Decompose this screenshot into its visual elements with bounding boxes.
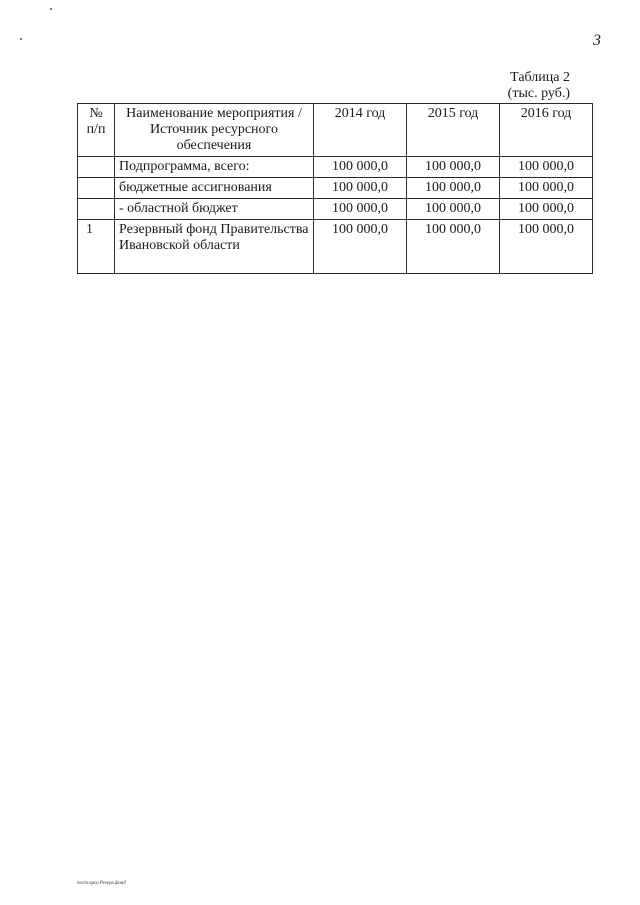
table-caption [508, 70, 570, 102]
cell-num [78, 199, 115, 220]
cell-name: Подпрограмма, всего: [115, 157, 314, 178]
header-name: Наименование мероприятия / Источник ресурсного обеспечения [115, 104, 314, 157]
table-row [78, 199, 593, 220]
table-row [78, 220, 593, 274]
cell-2014: 100 000,0 [314, 157, 407, 178]
cell-2015: 100 000,0 [407, 220, 500, 274]
cell-num [78, 157, 115, 178]
cell-2015: 100 000,0 [407, 178, 500, 199]
table-row [78, 178, 593, 199]
cell-2016: 100 000,0 [500, 199, 593, 220]
header-num: № п/п [78, 104, 115, 157]
cell-2015: 100 000,0 [407, 157, 500, 178]
header-year-2016: 2016 год [500, 104, 593, 157]
table-caption-title: Таблица 2 [510, 70, 570, 85]
scan-speck [20, 38, 22, 40]
cell-2016: 100 000,0 [500, 178, 593, 199]
cell-2014: 100 000,0 [314, 199, 407, 220]
scan-speck [50, 8, 52, 10]
cell-num [78, 178, 115, 199]
cell-2014: 100 000,0 [314, 220, 407, 274]
header-year-2014: 2014 год [314, 104, 407, 157]
cell-2016: 100 000,0 [500, 220, 593, 274]
cell-name: - областной бюджет [115, 199, 314, 220]
footer-file-label: пост.прог.Резерв.фонд [77, 881, 126, 886]
cell-2014: 100 000,0 [314, 178, 407, 199]
cell-num: 1 [78, 220, 115, 274]
cell-2016: 100 000,0 [500, 157, 593, 178]
cell-name: бюджетные ассигнования [115, 178, 314, 199]
table-caption-units: (тыс. руб.) [507, 86, 570, 101]
page-number: 3 [593, 32, 601, 49]
funding-table [77, 103, 593, 274]
table-header-row [78, 104, 593, 157]
cell-name: Резервный фонд Правительства Ивановской области [115, 220, 314, 274]
header-year-2015: 2015 год [407, 104, 500, 157]
cell-2015: 100 000,0 [407, 199, 500, 220]
table-row [78, 157, 593, 178]
